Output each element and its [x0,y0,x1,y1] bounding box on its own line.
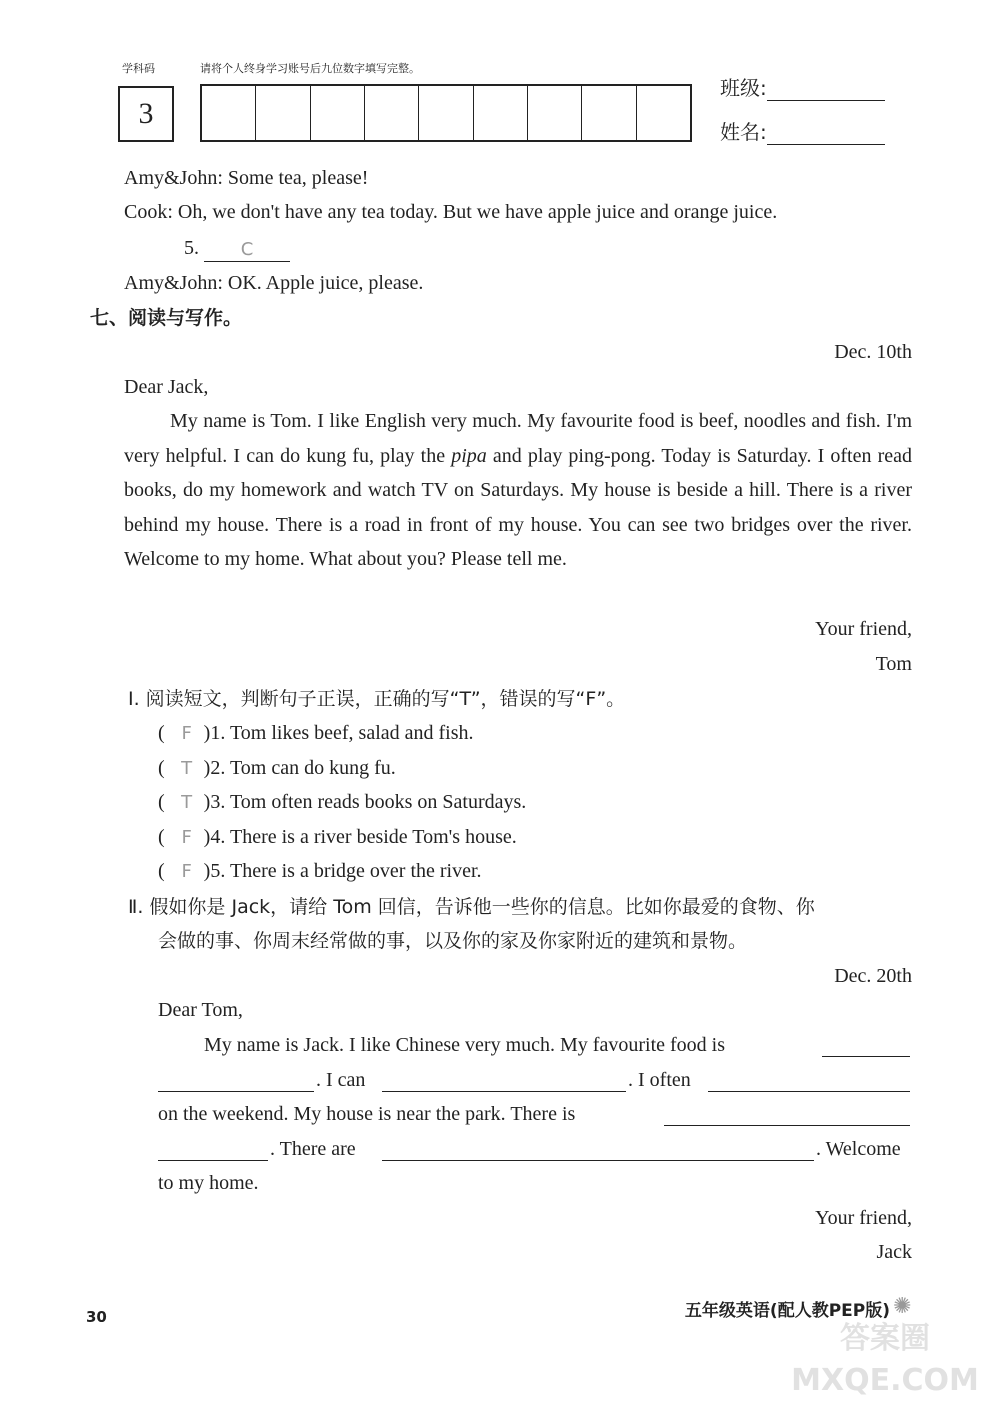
reply-greeting: Dear Tom, [158,999,243,1021]
tf-answer[interactable]: F [181,827,192,848]
letter-signature: Tom [875,653,912,675]
tf-item: ( F )5. There is a bridge over the river. [158,857,482,886]
watermark-text: 答案圈 MXQE.COM [791,1321,979,1398]
question-5 [184,234,290,262]
reply-sentence-4: on the weekend. My house is near the park. There is [158,1103,576,1125]
reply-sentence-7: to my home. [158,1172,259,1194]
blank-there-are[interactable] [382,1138,814,1161]
blank-food-1[interactable] [822,1034,910,1057]
dialogue-line-1: Amy&John: Some tea, please! [124,167,369,189]
letter-body-rest: and play ping-pong. Today is Saturday. I often read books, do my homework and watch TV on Saturdays. My house is beside a hill. There is a river behind my house. There is a road in front of my house. You can see two bridges over the river. Welcome to my home. What about you? Please tell me. [124,444,913,570]
reply-date: Dec. 20th [834,965,912,987]
part2-title-line-1: Ⅱ. 假如你是 Jack，请给 Tom 回信，告诉他一些你的信息。比如你最爱的食物、你 [128,896,815,918]
question-number: 5. [184,237,199,259]
digit-box[interactable] [528,86,582,140]
reply-text: My name is Jack. I like Chinese very much. My favourite food is [204,1034,725,1056]
letter-body [124,404,912,577]
digit-box[interactable] [311,86,365,140]
part2-title-line-2: 会做的事、你周末经常做的事，以及你的家及你家附近的建筑和景物。 [158,930,748,952]
blank-can[interactable] [382,1069,626,1092]
instruction-text: 请将个人终身学习账号后九位数字填写完整。 [200,62,420,75]
letter-greeting: Dear Jack, [124,376,209,398]
tf-text: )4. There is a river beside Tom's house. [203,826,517,848]
tf-answer[interactable]: T [181,758,193,779]
class-field[interactable] [720,72,885,101]
account-number-boxes[interactable] [200,84,692,142]
class-blank[interactable] [767,78,885,101]
tf-item: ( T )3. Tom often reads books on Saturdays. [158,788,526,817]
letter-body-text: My name is Tom. I like English very much. My favourite food is beef, noodles and fish. I'm very helpful. I can do kung fu, play the [124,410,912,467]
tf-item: ( F )4. There is a river beside Tom's house. [158,823,517,852]
name-field[interactable] [720,116,885,145]
tf-answer[interactable]: F [181,723,192,744]
tf-text: )1. Tom likes beef, salad and fish. [203,722,474,744]
tf-text: )3. Tom often reads books on Saturdays. [203,791,527,813]
blank-food-2[interactable] [158,1069,314,1092]
blank-there-is-2[interactable] [158,1138,268,1161]
digit-box[interactable] [474,86,528,140]
handwritten-answer: C [240,239,254,260]
letter-body-italic: pipa [451,444,487,467]
dialogue-line-2: Cook: Oh, we don't have any tea today. But we have apple juice and orange juice. [124,201,778,223]
tf-text: )5. There is a bridge over the river. [203,860,482,882]
reply-signature: Jack [876,1241,912,1263]
blank-there-is-1[interactable] [664,1103,910,1126]
reply-sentence-3: . I often [628,1069,691,1091]
dialogue-line-3: Amy&John: OK. Apple juice, please. [124,272,424,294]
name-label: 姓名: [720,120,767,144]
tf-text: )2. Tom can do kung fu. [203,757,396,779]
subject-code-label: 学科码 [122,62,155,75]
digit-box[interactable] [637,86,690,140]
digit-box[interactable] [202,86,256,140]
blank-often[interactable] [708,1069,910,1092]
digit-box[interactable] [365,86,419,140]
part1-title: Ⅰ. 阅读短文，判断句子正误，正确的写“T”，错误的写“F”。 [128,688,626,710]
tf-answer[interactable]: F [181,861,192,882]
watermark [790,1318,990,1408]
book-title: 五年级英语(配人教PEP版) [684,1301,890,1321]
class-label: 班级: [720,76,767,100]
name-blank[interactable] [767,122,885,145]
section-title: 七、阅读与写作。 [90,307,243,329]
page-number: 30 [86,1308,107,1326]
tf-item: ( F )1. Tom likes beef, salad and fish. [158,719,474,748]
letter-date: Dec. 10th [834,341,912,363]
subject-code-box [118,86,174,142]
digit-box[interactable] [419,86,473,140]
reply-sentence-5: . There are [270,1138,356,1160]
reply-closing: Your friend, [815,1207,912,1229]
subject-code-value: 3 [138,97,154,130]
reply-sentence-2: . I can [316,1069,366,1091]
digit-box[interactable] [582,86,636,140]
letter-closing: Your friend, [815,618,912,640]
tf-answer[interactable]: T [181,792,193,813]
sun-icon: ✺ [893,1293,912,1318]
answer-blank[interactable] [204,239,290,262]
digit-box[interactable] [256,86,310,140]
reply-sentence-6: . Welcome [816,1138,901,1160]
tf-item: ( T )2. Tom can do kung fu. [158,754,396,783]
reply-sentence-1 [204,1031,725,1059]
